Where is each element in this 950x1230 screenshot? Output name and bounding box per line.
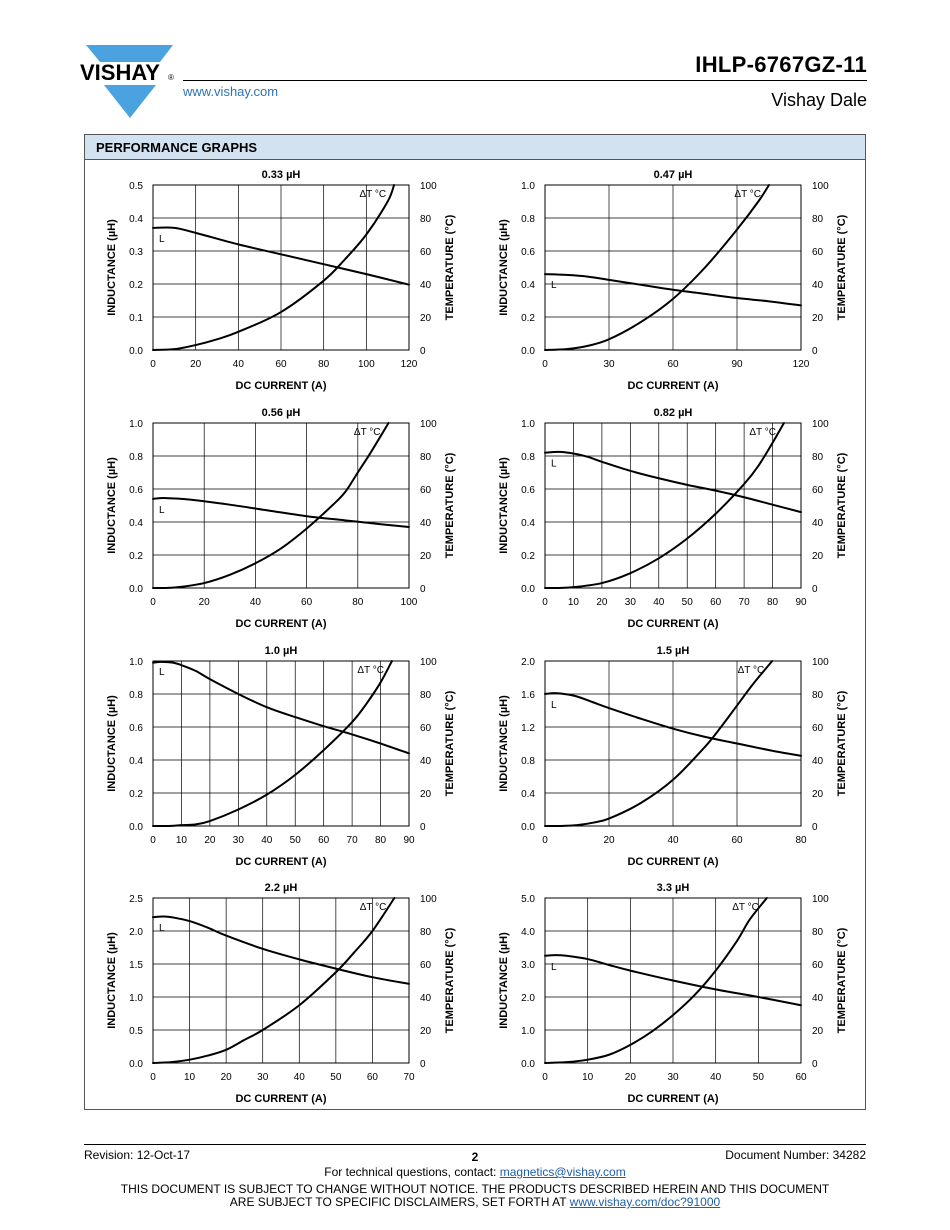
chart-1-0-h-x-axis-label: DC CURRENT (A) xyxy=(235,856,327,868)
chart-0-82-h-y-tick-label: 1.0 xyxy=(521,419,535,430)
chart-0-56-h-y-tick-label: 0.8 xyxy=(129,452,143,463)
chart-0-56-h-x-tick-label: 40 xyxy=(249,597,261,608)
document-number: Document Number: 34282 xyxy=(725,1148,866,1162)
chart-0-47-h-y-axis-label: INDUCTANCE (µH) xyxy=(498,219,510,316)
chart-1-5-h-y-tick-label: 0.0 xyxy=(521,822,535,833)
chart-1-5-h-x-tick-label: 0 xyxy=(542,835,548,846)
chart-3-3-h-y2-tick-label: 0 xyxy=(812,1059,818,1070)
chart-0-56-h-temperature-curve xyxy=(153,423,389,588)
chart-2-2-h-title: 2.2 µH xyxy=(264,882,298,894)
chart-0-56-h-y-tick-label: 1.0 xyxy=(129,419,143,430)
chart-1-5-h-y-axis-label: INDUCTANCE (µH) xyxy=(498,695,510,792)
disclaimer-line-2 xyxy=(0,1195,950,1209)
chart-0-56-h-x-axis-label: DC CURRENT (A) xyxy=(235,618,327,630)
chart-1-0-h-x-tick-label: 40 xyxy=(261,835,273,846)
chart-0-82-h-y2-tick-label: 100 xyxy=(812,419,829,430)
chart-0-47-h-y2-tick-label: 80 xyxy=(812,214,824,225)
chart-1-5-h-y-tick-label: 1.6 xyxy=(521,690,535,701)
chart-1-5-h-inductance-label: L xyxy=(551,700,557,711)
chart-0-82-h-title: 0.82 µH xyxy=(653,407,693,419)
chart-2-2-h-x-tick-label: 60 xyxy=(366,1072,378,1083)
chart-3-3-h-y-tick-label: 2.0 xyxy=(521,993,535,1004)
chart-0-33-h-x-axis-label: DC CURRENT (A) xyxy=(235,380,327,392)
chart-0-56-h-y-tick-label: 0.6 xyxy=(129,485,143,496)
chart-0-56-h-y2-tick-label: 80 xyxy=(420,452,432,463)
chart-3-3-h-inductance-label: L xyxy=(551,961,557,973)
chart-0-47-h-title: 0.47 µH xyxy=(653,169,693,181)
chart-2-2-h-y-tick-label: 2.0 xyxy=(129,927,143,938)
vishay-url-link[interactable]: www.vishay.com xyxy=(183,84,279,99)
chart-2-2-h-y2-tick-label: 60 xyxy=(420,960,432,971)
chart-0-56-h-y2-tick-label: 0 xyxy=(420,584,426,595)
chart-0-47-h-temperature-label: ΔT °C xyxy=(734,189,761,200)
chart-0-56-h-y2-axis-label: TEMPERATURE (°C) xyxy=(444,452,456,559)
chart-0-47-h-x-tick-label: 120 xyxy=(792,359,810,370)
chart-1-5-h-y-tick-label: 1.2 xyxy=(521,723,535,734)
chart-0-47-h-y2-tick-label: 100 xyxy=(812,181,829,192)
chart-1-5-h-y-tick-label: 0.8 xyxy=(521,756,535,767)
chart-3-3-h-y-tick-label: 4.0 xyxy=(521,927,535,938)
chart-1-0-h-y2-axis-label: TEMPERATURE (°C) xyxy=(444,690,456,797)
chart-2-2-h-y2-tick-label: 20 xyxy=(420,1026,432,1037)
chart-3-3-h-x-tick-label: 10 xyxy=(582,1072,594,1083)
chart-0-56-h-x-tick-label: 20 xyxy=(198,597,210,608)
disclaimer-link[interactable]: www.vishay.com/doc?91000 xyxy=(569,1195,721,1209)
chart-1-0-h-y-tick-label: 0.8 xyxy=(129,690,143,701)
chart-2-2-h-plot-frame xyxy=(153,898,409,1063)
chart-1-0-h-x-tick-label: 90 xyxy=(403,835,415,846)
chart-0-47-h-x-tick-label: 30 xyxy=(603,359,615,370)
chart-3-3-h-y2-tick-label: 40 xyxy=(812,993,824,1004)
chart-1-5-h-y2-tick-label: 20 xyxy=(812,789,824,800)
chart-0-82-h-x-tick-label: 40 xyxy=(653,597,665,608)
chart-3-3-h-y-tick-label: 0.0 xyxy=(521,1059,535,1070)
chart-2-2-h-temperature-label: ΔT °C xyxy=(359,902,387,913)
chart-0-33-h-y-tick-label: 0.4 xyxy=(129,214,143,225)
chart-1-0-h-x-tick-label: 60 xyxy=(318,835,330,846)
chart-3-3-h-y2-tick-label: 60 xyxy=(812,960,824,971)
chart-0-47-h-temperature-curve xyxy=(545,185,769,350)
chart-1-0-h-title: 1.0 µH xyxy=(264,645,298,657)
chart-1-0-h-x-tick-label: 30 xyxy=(232,835,244,846)
chart-0-47-h-y-tick-label: 0.2 xyxy=(521,313,535,324)
chart-1-0-h-x-tick-label: 20 xyxy=(204,835,216,846)
chart-0-82-h-temperature-curve xyxy=(545,423,784,588)
chart-0-82-h-y-tick-label: 0.8 xyxy=(521,452,535,463)
contact-line xyxy=(0,1165,950,1179)
chart-1-5-h-x-tick-label: 40 xyxy=(667,835,679,846)
chart-3-3-h-x-tick-label: 0 xyxy=(542,1072,548,1083)
chart-0-82-h-x-tick-label: 30 xyxy=(624,597,636,608)
chart-0-33-h-x-tick-label: 80 xyxy=(318,359,330,370)
disclaimer-prefix: ARE SUBJECT TO SPECIFIC DISCLAIMERS, SET FORTH AT xyxy=(229,1195,570,1209)
chart-0-47-h-y-tick-label: 0.6 xyxy=(521,247,535,258)
chart-2-2-h-x-tick-label: 30 xyxy=(257,1072,269,1083)
chart-1-5-h-title: 1.5 µH xyxy=(656,645,690,657)
chart-0-47-h-y-tick-label: 0.4 xyxy=(521,280,535,291)
chart-0-47-h-y-tick-label: 0.8 xyxy=(521,214,535,225)
chart-0-33-h-y-tick-label: 0.0 xyxy=(129,346,143,357)
chart-0-33-h-x-tick-label: 100 xyxy=(357,359,375,370)
chart-0-33-h-y-axis-label: INDUCTANCE (µH) xyxy=(106,219,118,316)
chart-0-33-h-y2-tick-label: 100 xyxy=(420,181,437,192)
chart-1-0-h-inductance-label: L xyxy=(159,667,165,678)
chart-2-2-h-inductance-curve xyxy=(153,916,409,983)
chart-0-33-h-x-tick-label: 60 xyxy=(275,359,287,370)
chart-3-3-h-x-tick-label: 30 xyxy=(667,1072,679,1083)
chart-0-47-h-y-tick-label: 0.0 xyxy=(521,346,535,357)
chart-0-82-h-x-tick-label: 90 xyxy=(795,597,807,608)
chart-1-5-h-y2-tick-label: 100 xyxy=(812,657,829,668)
chart-1-0-h-y-tick-label: 0.4 xyxy=(129,756,143,767)
chart-0-47-h-y2-tick-label: 40 xyxy=(812,280,824,291)
chart-1-0-h-x-tick-label: 0 xyxy=(150,835,156,846)
chart-2-2-h-y-axis-label: INDUCTANCE (µH) xyxy=(106,932,118,1029)
chart-0-82-h-plot-frame xyxy=(545,423,801,588)
chart-1-0-h-y2-tick-label: 20 xyxy=(420,789,432,800)
chart-0-47-h-y2-tick-label: 60 xyxy=(812,247,824,258)
chart-0-82-h-x-tick-label: 60 xyxy=(710,597,722,608)
chart-1-0-h-y2-tick-label: 80 xyxy=(420,690,432,701)
chart-3-3-h-temperature-curve xyxy=(545,898,767,1063)
chart-0-82-h-y2-tick-label: 80 xyxy=(812,452,824,463)
chart-0-47-h-x-tick-label: 0 xyxy=(542,359,548,370)
chart-0-33-h-y2-tick-label: 40 xyxy=(420,280,432,291)
chart-0-47-h-x-tick-label: 60 xyxy=(667,359,679,370)
logo-text: VISHAY xyxy=(80,60,160,85)
chart-1-5-h-y2-tick-label: 0 xyxy=(812,822,818,833)
chart-2-2-h-y2-tick-label: 100 xyxy=(420,894,437,905)
chart-1-0-h-temperature-label: ΔT °C xyxy=(357,665,384,676)
chart-2-2-h-y2-tick-label: 80 xyxy=(420,927,432,938)
chart-0-82-h-y-tick-label: 0.0 xyxy=(521,584,535,595)
chart-1-0-h-y2-tick-label: 40 xyxy=(420,756,432,767)
chart-2-2-h-y-tick-label: 1.0 xyxy=(129,993,143,1004)
chart-3-3-h-y-tick-label: 5.0 xyxy=(521,894,535,905)
chart-3-3-h-x-tick-label: 50 xyxy=(752,1072,764,1083)
footer-rule xyxy=(84,1144,866,1145)
manufacturer-name: Vishay Dale xyxy=(771,90,867,110)
chart-3-3-h-x-tick-label: 60 xyxy=(795,1072,807,1083)
chart-1-0-h-temperature-curve xyxy=(153,661,392,826)
chart-0-82-h-x-tick-label: 20 xyxy=(596,597,608,608)
chart-2-2-h-y-tick-label: 0.0 xyxy=(129,1059,143,1070)
chart-0-47-h-x-tick-label: 90 xyxy=(731,359,743,370)
chart-0-82-h-x-tick-label: 0 xyxy=(542,597,548,608)
chart-0-33-h-title: 0.33 µH xyxy=(261,169,301,181)
chart-0-56-h-x-tick-label: 60 xyxy=(301,597,313,608)
chart-3-3-h-y2-tick-label: 20 xyxy=(812,1026,824,1037)
chart-3-3-h-x-tick-label: 20 xyxy=(624,1072,636,1083)
chart-0-56-h-y-tick-label: 0.0 xyxy=(129,584,143,595)
chart-3-3-h-y-tick-label: 3.0 xyxy=(521,960,535,971)
chart-1-0-h-x-tick-label: 70 xyxy=(346,835,358,846)
chart-0-33-h-temperature-label: ΔT °C xyxy=(359,189,387,200)
chart-0-47-h-y2-axis-label: TEMPERATURE (°C) xyxy=(836,214,848,321)
chart-0-33-h-y-tick-label: 0.2 xyxy=(129,280,143,291)
chart-1-0-h-y2-tick-label: 100 xyxy=(420,657,437,668)
chart-3-3-h-temperature-label: ΔT °C xyxy=(732,902,759,913)
chart-2-2-h-x-tick-label: 50 xyxy=(330,1072,342,1083)
chart-0-33-h-x-tick-label: 120 xyxy=(400,359,418,370)
chart-0-82-h-y-axis-label: INDUCTANCE (µH) xyxy=(498,457,510,554)
chart-1-5-h-y2-tick-label: 40 xyxy=(812,756,824,767)
chart-3-3-h-title: 3.3 µH xyxy=(656,882,690,894)
chart-0-82-h-x-axis-label: DC CURRENT (A) xyxy=(627,618,719,630)
chart-0-82-h-y2-tick-label: 40 xyxy=(812,518,824,529)
chart-2-2-h-y2-tick-label: 0 xyxy=(420,1059,426,1070)
chart-3-3-h-x-tick-label: 40 xyxy=(710,1072,722,1083)
chart-2-2-h-x-tick-label: 70 xyxy=(403,1072,415,1083)
chart-1-5-h-y-tick-label: 0.4 xyxy=(521,789,535,800)
chart-0-56-h-x-tick-label: 100 xyxy=(400,597,418,608)
chart-1-0-h-y-tick-label: 0.2 xyxy=(129,789,143,800)
chart-0-82-h-y2-tick-label: 60 xyxy=(812,485,824,496)
chart-0-47-h-y-tick-label: 1.0 xyxy=(521,181,535,192)
chart-2-2-h-y2-axis-label: TEMPERATURE (°C) xyxy=(444,927,456,1034)
chart-1-0-h-x-tick-label: 50 xyxy=(289,835,301,846)
chart-1-5-h-y2-tick-label: 60 xyxy=(812,723,824,734)
revision-date: Revision: 12-Oct-17 xyxy=(84,1148,191,1162)
chart-3-3-h-y2-tick-label: 80 xyxy=(812,927,824,938)
chart-1-0-h-x-tick-label: 10 xyxy=(175,835,188,846)
chart-1-0-h-y2-tick-label: 0 xyxy=(420,822,426,833)
chart-0-33-h-y2-tick-label: 20 xyxy=(420,313,432,324)
chart-0-82-h-x-tick-label: 70 xyxy=(738,597,750,608)
chart-1-5-h-x-axis-label: DC CURRENT (A) xyxy=(627,856,719,868)
part-number: IHLP-6767GZ-11 xyxy=(695,52,867,77)
chart-0-33-h-y2-axis-label: TEMPERATURE (°C) xyxy=(444,214,456,321)
chart-0-82-h-y2-tick-label: 0 xyxy=(812,584,818,595)
chart-0-82-h-x-tick-label: 10 xyxy=(567,597,580,608)
chart-1-5-h-x-tick-label: 20 xyxy=(603,835,615,846)
chart-1-0-h-x-tick-label: 80 xyxy=(374,835,387,846)
chart-1-5-h-temperature-label: ΔT °C xyxy=(737,665,765,676)
chart-2-2-h-y-tick-label: 1.5 xyxy=(129,960,143,971)
chart-0-56-h-x-tick-label: 0 xyxy=(150,597,156,608)
chart-2-2-h-y-tick-label: 2.5 xyxy=(129,894,143,905)
chart-0-82-h-x-tick-label: 50 xyxy=(681,597,693,608)
section-title: PERFORMANCE GRAPHS xyxy=(96,140,258,155)
chart-0-33-h-x-tick-label: 0 xyxy=(150,359,156,370)
chart-0-47-h-inductance-label: L xyxy=(551,280,557,292)
chart-3-3-h-y2-axis-label: TEMPERATURE (°C) xyxy=(836,927,848,1034)
chart-0-56-h-y-tick-label: 0.4 xyxy=(129,518,143,529)
chart-2-2-h-inductance-label: L xyxy=(159,923,165,935)
chart-2-2-h-temperature-curve xyxy=(153,898,394,1063)
chart-0-33-h-y2-tick-label: 60 xyxy=(420,247,432,258)
chart-2-2-h-x-tick-label: 0 xyxy=(150,1072,156,1083)
contact-email-link[interactable]: magnetics@vishay.com xyxy=(499,1165,626,1179)
chart-0-33-h-y2-tick-label: 0 xyxy=(420,346,426,357)
chart-0-82-h-y2-tick-label: 20 xyxy=(812,551,824,562)
chart-0-56-h-plot-frame xyxy=(153,423,409,588)
chart-0-33-h-temperature-curve xyxy=(153,185,394,350)
page-number: 2 xyxy=(471,1150,479,1164)
chart-2-2-h-x-tick-label: 20 xyxy=(220,1072,232,1083)
chart-0-33-h-y-tick-label: 0.5 xyxy=(129,181,143,192)
chart-0-82-h-y-tick-label: 0.6 xyxy=(521,485,535,496)
chart-0-82-h-y2-axis-label: TEMPERATURE (°C) xyxy=(836,452,848,559)
chart-0-33-h-x-tick-label: 40 xyxy=(232,359,244,370)
chart-1-5-h-y2-axis-label: TEMPERATURE (°C) xyxy=(836,690,848,797)
chart-0-56-h-inductance-curve xyxy=(153,498,409,527)
chart-0-56-h-y2-tick-label: 40 xyxy=(420,518,432,529)
chart-0-82-h-y-tick-label: 0.4 xyxy=(521,518,535,529)
chart-1-5-h-y-tick-label: 2.0 xyxy=(521,657,535,668)
logo-registered-mark: ® xyxy=(168,73,174,82)
chart-1-0-h-y-axis-label: INDUCTANCE (µH) xyxy=(106,695,118,792)
chart-1-0-h-y-tick-label: 1.0 xyxy=(129,657,143,668)
chart-1-5-h-y2-tick-label: 80 xyxy=(812,690,824,701)
chart-3-3-h-y-tick-label: 1.0 xyxy=(521,1026,535,1037)
contact-prefix: For technical questions, contact: xyxy=(324,1165,500,1179)
chart-0-33-h-x-tick-label: 20 xyxy=(190,359,202,370)
chart-2-2-h-x-tick-label: 10 xyxy=(184,1072,196,1083)
chart-1-0-h-y-tick-label: 0.0 xyxy=(129,822,143,833)
chart-0-56-h-y2-tick-label: 100 xyxy=(420,419,437,430)
chart-0-56-h-x-tick-label: 80 xyxy=(352,597,364,608)
chart-3-3-h-x-axis-label: DC CURRENT (A) xyxy=(627,1093,719,1105)
chart-1-5-h-x-tick-label: 60 xyxy=(731,835,743,846)
chart-3-3-h-y2-tick-label: 100 xyxy=(812,894,829,905)
chart-0-56-h-y2-tick-label: 20 xyxy=(420,551,432,562)
chart-0-56-h-temperature-label: ΔT °C xyxy=(353,427,381,438)
chart-2-2-h-y2-tick-label: 40 xyxy=(420,993,432,1004)
chart-0-82-h-x-tick-label: 80 xyxy=(766,597,779,608)
chart-3-3-h-y-axis-label: INDUCTANCE (µH) xyxy=(498,932,510,1029)
chart-0-47-h-x-axis-label: DC CURRENT (A) xyxy=(627,380,719,392)
chart-1-0-h-y2-tick-label: 60 xyxy=(420,723,432,734)
chart-0-33-h-inductance-label: L xyxy=(159,233,165,245)
chart-1-0-h-y-tick-label: 0.6 xyxy=(129,723,143,734)
chart-0-56-h-y-tick-label: 0.2 xyxy=(129,551,143,562)
chart-2-2-h-x-tick-label: 40 xyxy=(293,1072,305,1083)
chart-0-56-h-y-axis-label: INDUCTANCE (µH) xyxy=(106,457,118,554)
chart-1-0-h-plot-frame xyxy=(153,661,409,826)
chart-0-33-h-y2-tick-label: 80 xyxy=(420,214,432,225)
chart-0-47-h-y2-tick-label: 0 xyxy=(812,346,818,357)
chart-0-56-h-inductance-label: L xyxy=(159,504,165,516)
chart-0-82-h-temperature-label: ΔT °C xyxy=(749,427,776,438)
chart-2-2-h-y-tick-label: 0.5 xyxy=(129,1026,143,1037)
disclaimer-line-1: THIS DOCUMENT IS SUBJECT TO CHANGE WITHOUT NOTICE. THE PRODUCTS DESCRIBED HEREIN AND THIS DOCUMENT xyxy=(120,1182,830,1196)
chart-1-5-h-x-tick-label: 80 xyxy=(795,835,807,846)
chart-0-33-h-y-tick-label: 0.1 xyxy=(129,313,143,324)
chart-2-2-h-x-axis-label: DC CURRENT (A) xyxy=(235,1093,327,1105)
chart-0-33-h-y-tick-label: 0.3 xyxy=(129,247,143,258)
chart-0-47-h-y2-tick-label: 20 xyxy=(812,313,824,324)
chart-0-56-h-y2-tick-label: 60 xyxy=(420,485,432,496)
chart-0-82-h-y-tick-label: 0.2 xyxy=(521,551,535,562)
chart-0-82-h-inductance-label: L xyxy=(551,458,557,470)
chart-0-56-h-title: 0.56 µH xyxy=(261,407,301,419)
